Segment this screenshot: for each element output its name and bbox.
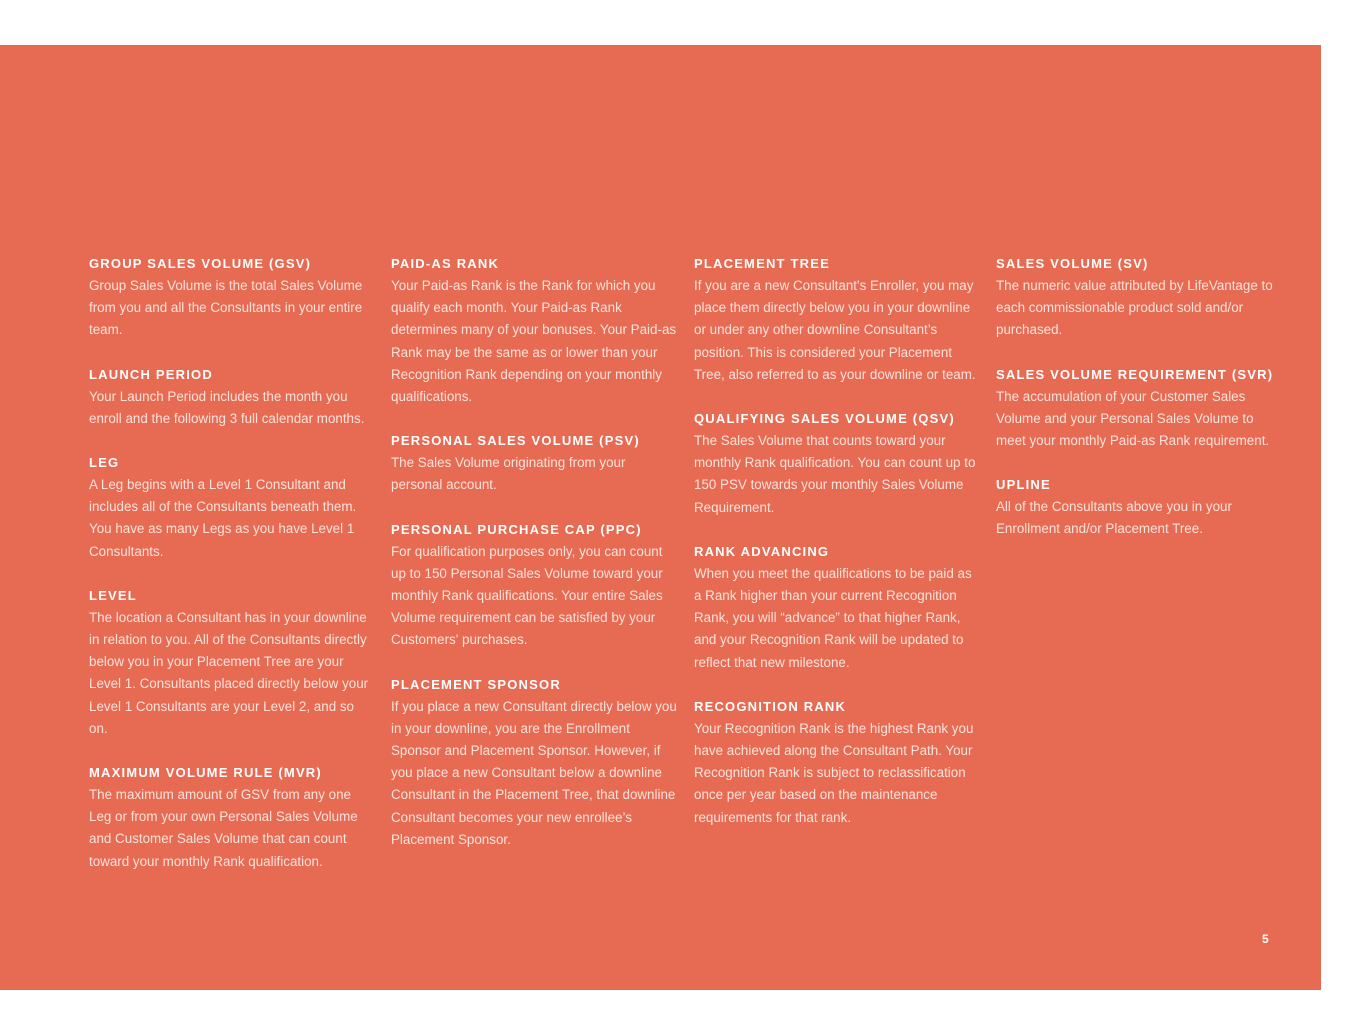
term-title: LEG — [89, 455, 120, 471]
page-number: 5 — [1262, 932, 1269, 946]
term-title: RECOGNITION RANK — [694, 698, 847, 714]
term-definition: For qualification purposes only, you can count up to 150 Personal Sales Volume toward your monthly Rank qualifications. Your entire Sales Volume requirement can be satisfied by your Customers' purchases. — [391, 543, 663, 648]
term-title: GROUP SALES VOLUME (GSV) — [89, 256, 312, 271]
glossary-column-3 — [694, 253, 980, 851]
term-title: QUALIFYING SALES VOLUME (QSV) — [694, 411, 955, 427]
glossary-term — [391, 519, 677, 652]
term-definition: Group Sales Volume is the total Sales Volume from you and all the Consultants in your entire team. — [89, 278, 363, 338]
glossary-term — [391, 430, 677, 496]
term-definition: If you place a new Consultant directly below you in your downline, you are the Enrollment Sponsor and Placement Sponsor. However, if you place a new Consultant below a downline Consultant in the Placement Tree, that downline Consultant becomes your new enrollee’s Placement Sponsor. — [391, 698, 677, 847]
term-definition: The Sales Volume originating from your personal account. — [391, 455, 626, 493]
glossary-term — [996, 474, 1286, 540]
glossary-term — [996, 364, 1286, 453]
glossary-term — [996, 253, 1286, 342]
glossary-term — [694, 696, 980, 829]
term-definition: The accumulation of your Customer Sales Volume and your Personal Sales Volume to meet your monthly Paid-as Rank requirement. — [996, 388, 1270, 449]
term-title: PERSONAL PURCHASE CAP (PPC) — [391, 521, 642, 537]
term-title: PERSONAL SALES VOLUME (PSV) — [391, 433, 640, 449]
term-title: UPLINE — [996, 477, 1051, 493]
glossary-term — [694, 408, 980, 519]
term-title: SALES VOLUME (SV) — [996, 256, 1149, 271]
glossary-term — [89, 253, 375, 342]
term-definition: The maximum amount of GSV from any one Leg or from your own Personal Sales Volume and Customer Sales Volume that can count toward your monthly Rank qualification. — [89, 787, 358, 869]
glossary-term — [89, 452, 375, 563]
term-title: LAUNCH PERIOD — [89, 366, 213, 382]
term-definition: Your Paid-as Rank is the Rank for which you qualify each month. Your Paid-as Rank determines many of your bonuses. Your Paid-as Rank may be the same as or lower than your Recognition Rank depending on your monthly qualifications. — [391, 278, 677, 405]
term-title: PLACEMENT SPONSOR — [391, 676, 561, 692]
glossary-term — [89, 364, 375, 430]
term-title: LEVEL — [89, 587, 137, 603]
term-definition: All of the Consultants above you in your Enrollment and/or Placement Tree. — [996, 499, 1232, 537]
term-definition: If you are a new Consultant's Enroller, you may place them directly below you in your downline or under any other downline Consultant’s position. This is considered your Placement Tree, also referred to as your downline or team. — [694, 278, 976, 382]
glossary-term — [694, 253, 980, 386]
term-definition: Your Launch Period includes the month you enroll and the following 3 full calendar months. — [89, 388, 365, 426]
glossary-column-4 — [996, 253, 1286, 563]
glossary-column-2 — [391, 253, 677, 873]
glossary-page — [0, 45, 1321, 990]
term-definition: When you meet the qualifications to be paid as a Rank higher than your current Recognition Rank, you will “advance” to that higher Rank, and your Recognition Rank will be updated to reflect that new milestone. — [694, 565, 972, 670]
term-definition: The numeric value attributed by LifeVantage to each commissionable product sold and/or purchased. — [996, 278, 1273, 338]
term-definition: The location a Consultant has in your downline in relation to you. All of the Consultants directly below you in your Placement Tree are your Level 1. Consultants placed directly below your Level 1 Consultants are your Level 2, and so on. — [89, 609, 369, 736]
glossary-term — [694, 541, 980, 674]
glossary-term — [89, 762, 375, 873]
term-title: RANK ADVANCING — [694, 543, 830, 559]
glossary-term — [391, 253, 677, 408]
term-title: MAXIMUM VOLUME RULE (MVR) — [89, 765, 322, 781]
glossary-column-1 — [89, 253, 375, 895]
term-title: SALES VOLUME REQUIREMENT (SVR) — [996, 366, 1274, 382]
term-title: PLACEMENT TREE — [694, 256, 830, 271]
term-definition: A Leg begins with a Level 1 Consultant and includes all of the Consultants beneath them. You have as many Legs as you have Level 1 Consultants. — [89, 477, 357, 559]
term-definition: Your Recognition Rank is the highest Rank you have achieved along the Consultant Path. Your Recognition Rank is subject to reclassification once per year based on the maintenance requirements for that rank. — [694, 720, 974, 825]
term-definition: The Sales Volume that counts toward your monthly Rank qualification. You can count up to 150 PSV towards your monthly Sales Volume Requirement. — [694, 433, 976, 515]
term-title: PAID-AS RANK — [391, 256, 500, 271]
glossary-term — [391, 674, 677, 851]
glossary-term — [89, 585, 375, 740]
